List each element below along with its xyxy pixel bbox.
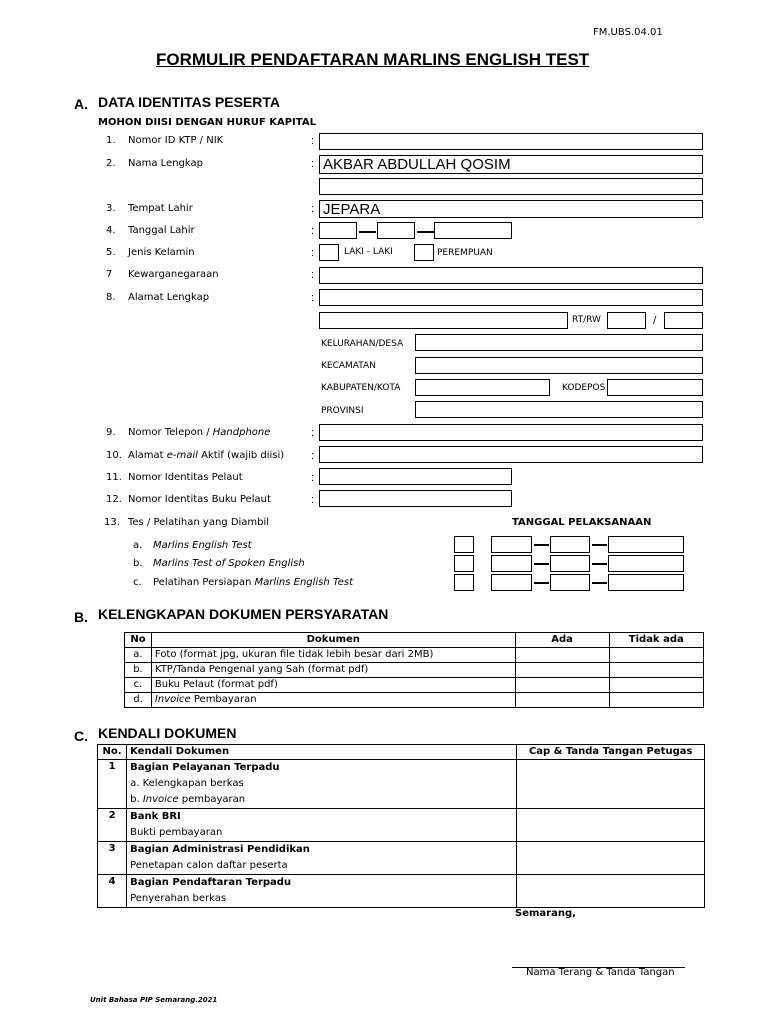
signature-cell[interactable]	[517, 875, 705, 908]
tes-num: 13.	[104, 517, 120, 528]
row-no: c.	[125, 678, 152, 693]
colon: :	[311, 135, 315, 147]
date-separator	[592, 563, 607, 565]
col-cap: Cap & Tanda Tangan Petugas	[517, 745, 705, 760]
table-header-row	[98, 745, 705, 760]
warga-num: 7	[106, 269, 113, 280]
row-kendali: Bagian Pendaftaran Terpadu Penyerahan berkas	[127, 875, 517, 908]
email-label: Alamat e-mail Aktif (wajib diisi)	[128, 450, 285, 461]
warga-label: Kewarganegaraan	[128, 269, 219, 280]
tempat-num: 3.	[106, 203, 116, 214]
kecamatan-input[interactable]	[415, 357, 703, 374]
tes-b-month-input[interactable]	[550, 555, 590, 572]
nik-input[interactable]	[319, 133, 703, 150]
provinsi-input[interactable]	[415, 401, 703, 418]
alamat-num: 8.	[106, 292, 116, 303]
kecamatan-label: KECAMATAN	[321, 361, 376, 371]
signature-cell[interactable]	[517, 809, 705, 842]
male-checkbox[interactable]	[319, 244, 339, 261]
row-no: b.	[125, 663, 152, 678]
rt-input[interactable]	[607, 312, 646, 329]
table-row	[125, 693, 704, 708]
date-separator	[534, 544, 549, 546]
telp-input[interactable]	[319, 424, 703, 441]
nama-input-line2[interactable]	[319, 178, 703, 195]
row-kendali: Bank BRI Bukti pembayaran	[127, 809, 517, 842]
tidak-ada-cell[interactable]	[609, 693, 703, 708]
place-date: Semarang,	[515, 908, 576, 919]
unit-footer: Unit Bahasa PIP Semarang.2021	[90, 996, 218, 1004]
row-doc: Buku Pelaut (format pdf)	[151, 678, 515, 693]
kelurahan-label: KELURAHAN/DESA	[321, 339, 404, 349]
row-no: 2	[98, 809, 127, 842]
provinsi-label: PROVINSI	[321, 406, 364, 416]
date-separator	[534, 563, 549, 565]
col-ada: Ada	[515, 633, 609, 648]
birth-year-input[interactable]	[434, 222, 512, 239]
row-doc: Invoice Pembayaran	[151, 693, 515, 708]
buku-label: Nomor Identitas Buku Pelaut	[128, 494, 271, 505]
colon: :	[311, 225, 315, 237]
section-b-letter: B.	[74, 609, 88, 625]
tidak-ada-cell[interactable]	[609, 678, 703, 693]
alamat-input[interactable]	[319, 289, 703, 306]
date-separator	[592, 582, 607, 584]
pelaut-label: Nomor Identitas Pelaut	[128, 472, 243, 483]
tes-a-letter: a.	[133, 540, 143, 551]
col-kendali: Kendali Dokumen	[127, 745, 517, 760]
date-separator	[592, 544, 607, 546]
ada-cell[interactable]	[515, 693, 609, 708]
col-dokumen: Dokumen	[151, 633, 515, 648]
tes-c-letter: c.	[133, 577, 142, 588]
birth-month-input[interactable]	[377, 222, 415, 239]
nama-num: 2.	[106, 158, 116, 169]
telp-label: Nomor Telepon / Handphone	[128, 427, 271, 438]
colon: :	[311, 247, 315, 259]
table-row	[125, 648, 704, 663]
ada-cell[interactable]	[515, 663, 609, 678]
row-kendali: Bagian Administrasi Pendidikan Penetapan calon daftar peserta	[127, 842, 517, 875]
row-no: a.	[125, 648, 152, 663]
tempat-input[interactable]: JEPARA	[319, 200, 703, 218]
tes-label: Tes / Pelatihan yang Diambil	[128, 517, 270, 528]
table-row	[98, 875, 705, 908]
alamat-label: Alamat Lengkap	[128, 292, 210, 303]
col-tidak-ada: Tidak ada	[609, 633, 703, 648]
signature-cell[interactable]	[517, 760, 705, 809]
table-header-row	[125, 633, 704, 648]
tidak-ada-cell[interactable]	[609, 663, 703, 678]
tes-a-label: Marlins English Test	[153, 540, 252, 551]
row-no: d.	[125, 693, 152, 708]
colon: :	[311, 292, 315, 304]
table-row	[98, 809, 705, 842]
pelaut-num: 11.	[106, 472, 122, 483]
kodepos-input[interactable]	[607, 379, 703, 396]
kodepos-label: KODEPOS	[562, 383, 606, 393]
row-no: 4	[98, 875, 127, 908]
colon: :	[311, 472, 315, 484]
tes-b-day-input[interactable]	[491, 555, 532, 572]
colon: :	[311, 158, 315, 170]
capital-note: MOHON DIISI DENGAN HURUF KAPITAL	[98, 117, 316, 128]
section-a-heading: DATA IDENTITAS PESERTA	[98, 94, 280, 110]
table-row	[125, 678, 704, 693]
kelamin-num: 5.	[106, 247, 116, 258]
col-no: No	[125, 633, 152, 648]
tes-b-year-input[interactable]	[608, 555, 684, 572]
email-num: 10.	[106, 450, 122, 461]
table-row	[125, 663, 704, 678]
date-separator	[359, 231, 376, 233]
control-table	[97, 744, 705, 908]
alamat-input-line2[interactable]	[319, 312, 568, 329]
tanggal-num: 4.	[106, 225, 116, 236]
rtrw-slash: /	[653, 315, 657, 326]
col-no: No.	[98, 745, 127, 760]
tempat-label: Tempat Lahir	[128, 203, 193, 214]
date-separator	[534, 582, 549, 584]
email-input[interactable]	[319, 446, 703, 463]
rtrw-label: RT/RW	[572, 315, 601, 325]
colon: :	[311, 450, 315, 462]
colon: :	[311, 203, 315, 215]
telp-num: 9.	[106, 427, 116, 438]
signature-cell[interactable]	[517, 842, 705, 875]
row-doc: KTP/Tanda Pengenal yang Sah (format pdf)	[151, 663, 515, 678]
ada-cell[interactable]	[515, 678, 609, 693]
form-title: FORMULIR PENDAFTARAN MARLINS ENGLISH TEST	[156, 50, 590, 69]
form-code: FM.UBS.04.01	[593, 27, 663, 38]
female-checkbox[interactable]	[414, 244, 434, 261]
tanggal-label: Tanggal Lahir	[128, 225, 195, 236]
kabupaten-label: KABUPATEN/KOTA	[321, 383, 401, 393]
tes-a-month-input[interactable]	[550, 536, 590, 553]
buku-input[interactable]	[319, 490, 512, 507]
colon: :	[311, 427, 315, 439]
tes-c-checkbox[interactable]	[454, 574, 474, 591]
buku-num: 12.	[106, 494, 122, 505]
nama-input[interactable]: AKBAR ABDULLAH QOSIM	[319, 155, 703, 174]
nama-label: Nama Lengkap	[128, 158, 203, 169]
row-kendali: Bagian Pelayanan Terpadu a. Kelengkapan berkas b. Invoice pembayaran	[127, 760, 517, 809]
row-doc: Foto (format jpg, ukuran file tidak lebih besar dari 2MB)	[151, 648, 515, 663]
row-no: 3	[98, 842, 127, 875]
section-b-heading: KELENGKAPAN DOKUMEN PERSYARATAN	[98, 606, 389, 622]
nik-label: Nomor ID KTP / NIK	[128, 135, 224, 146]
tes-c-day-input[interactable]	[491, 574, 532, 591]
section-c-heading: KENDALI DOKUMEN	[98, 725, 237, 741]
signature-label: Nama Terang & Tanda Tangan	[526, 967, 675, 978]
section-a-letter: A.	[74, 96, 88, 112]
kabupaten-input[interactable]	[415, 379, 550, 396]
tanggal-pelaksanaan-header: TANGGAL PELAKSANAAN	[512, 517, 652, 528]
colon: :	[311, 494, 315, 506]
requirements-table	[124, 632, 704, 708]
tes-a-checkbox[interactable]	[454, 536, 474, 553]
tes-c-label: Pelatihan Persiapan Marlins English Test	[153, 577, 354, 588]
rw-input[interactable]	[664, 312, 703, 329]
female-label: PEREMPUAN	[437, 248, 493, 258]
pelaut-input[interactable]	[319, 468, 512, 485]
tes-c-month-input[interactable]	[550, 574, 590, 591]
tes-b-label: Marlins Test of Spoken English	[153, 558, 305, 569]
tes-a-day-input[interactable]	[491, 536, 532, 553]
ada-cell[interactable]	[515, 648, 609, 663]
warga-input[interactable]	[319, 267, 703, 284]
row-no: 1	[98, 760, 127, 809]
tidak-ada-cell[interactable]	[609, 648, 703, 663]
colon: :	[311, 269, 315, 281]
nik-num: 1.	[106, 135, 116, 146]
tes-a-year-input[interactable]	[608, 536, 684, 553]
tes-b-letter: b.	[133, 558, 143, 569]
kelamin-label: Jenis Kelamin	[128, 247, 195, 258]
tes-c-year-input[interactable]	[608, 574, 684, 591]
male-label: LAKI - LAKI	[344, 247, 393, 257]
tes-b-checkbox[interactable]	[454, 555, 474, 572]
birth-day-input[interactable]	[319, 222, 357, 239]
table-row	[98, 842, 705, 875]
kelurahan-input[interactable]	[415, 334, 703, 351]
table-row	[98, 760, 705, 809]
section-c-letter: C.	[74, 728, 88, 744]
date-separator	[417, 231, 434, 233]
